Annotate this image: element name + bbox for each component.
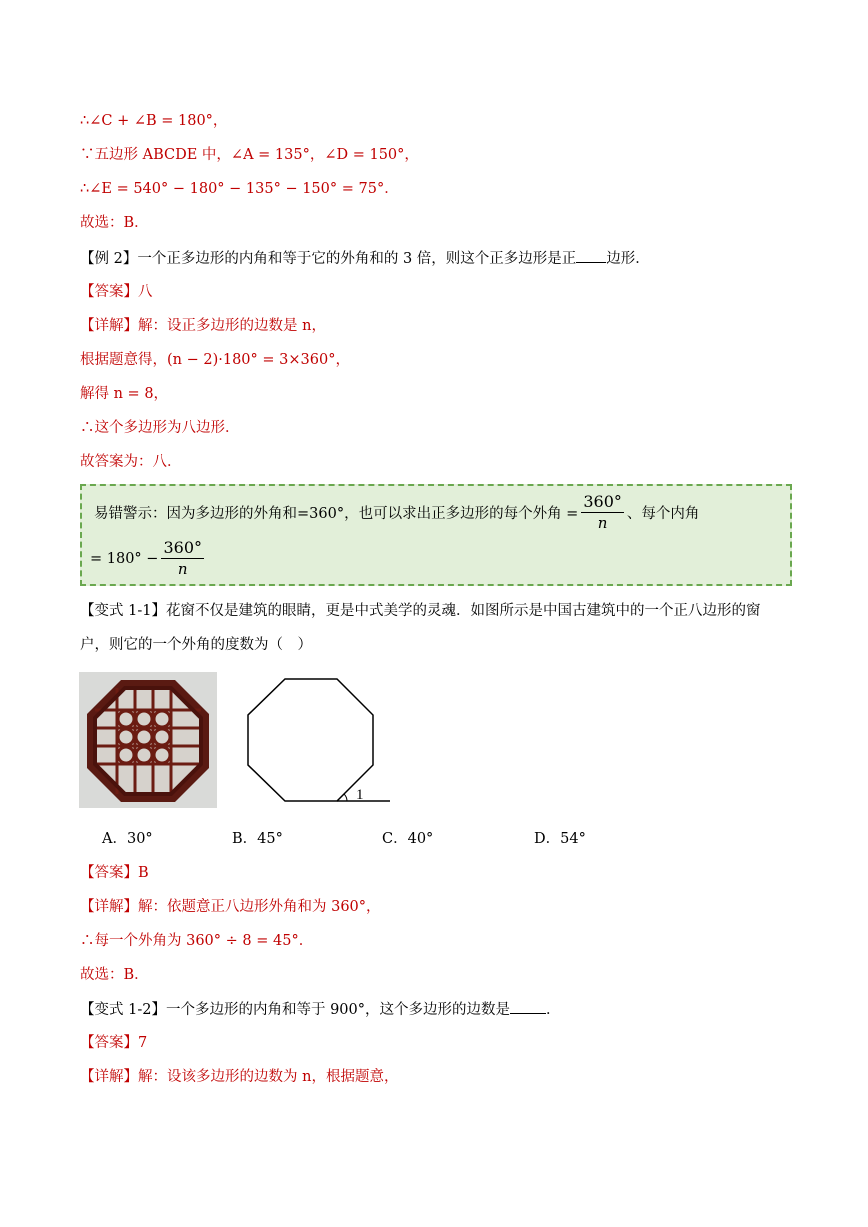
warning-row-2 (90, 538, 207, 579)
variant-tag: 【变式 1-2】 (80, 1002, 166, 1018)
example-2-step-3: ∴这个多边形为八边形． (80, 420, 240, 436)
variant-1-1-question (80, 601, 760, 621)
fraction-den: n (597, 514, 608, 532)
warning-text-1: 易错警示：因为多边形的外角和=360°，也可以求出正多边形的每个外角 = (94, 506, 579, 522)
variant-tag: 【变式 1-1】 (80, 603, 166, 619)
angle-label: 1 (356, 787, 364, 803)
variant-1-1-detail (80, 897, 381, 917)
fraction-den: n (177, 560, 188, 578)
answer-label: 【答案】 (80, 284, 138, 300)
answer-blank (576, 248, 606, 263)
detail-label: 【详解】 (80, 899, 138, 915)
example-2-detail (80, 316, 326, 336)
variant-text: 一个多边形的内角和等于 900°，这个多边形的边数是 (165, 1002, 511, 1018)
variant-text: 花窗不仅是建筑的眼睛，更是中式美学的灵魂．如图所示是中国古建筑中的一个正八边形的窗 (165, 603, 761, 619)
answer-label: 【答案】 (80, 1035, 138, 1051)
answer-value: B (138, 865, 149, 881)
option-b: B．45° (232, 831, 283, 847)
fraction-interior (161, 538, 204, 579)
fraction-num: 360° (583, 492, 622, 511)
answer-blank (510, 999, 546, 1014)
example-2-step-4: 故答案为：八． (80, 454, 182, 470)
option-c: C．40° (382, 831, 434, 847)
detail-text: 解：设正多边形的边数是 n， (138, 318, 326, 334)
answer-value: 7 (138, 1035, 148, 1051)
example-2-question (80, 248, 650, 269)
warning-text-2: 、每个内角 (626, 506, 700, 522)
proof-line-2: ∵五边形 ABCDE 中，∠A = 135°，∠D = 150°， (80, 147, 419, 163)
variant-1-1-answer (80, 863, 149, 883)
example-2-text: 一个正多边形的内角和等于它的外角和的 3 倍，则这个正多边形是正 (137, 251, 577, 267)
fraction-exterior (581, 492, 624, 533)
proof-line-4: 故选：B． (80, 215, 149, 231)
variant-1-2-question (80, 999, 561, 1020)
answer-label: 【答案】 (80, 865, 138, 881)
detail-text: 解：设该多边形的边数为 n，根据题意， (138, 1069, 399, 1085)
octagon-diagram (240, 672, 395, 808)
example-2-step-2: 解得 n = 8， (80, 386, 169, 402)
option-d: D．54° (534, 831, 586, 847)
proof-line-1: ∴∠C + ∠B = 180°， (80, 113, 228, 129)
variant-1-2-detail (80, 1067, 398, 1087)
proof-line-3: ∴∠E = 540° − 180° − 135° − 150° = 75°． (80, 181, 399, 197)
warning-row-1 (94, 492, 699, 533)
fraction-num: 360° (163, 538, 202, 557)
detail-text: 解：依题意正八边形外角和为 360°， (138, 899, 381, 915)
option-a: A．30° (102, 831, 153, 847)
example-2-step-1: 根据题意得，(n − 2)·180° = 3×360°， (80, 352, 350, 368)
variant-1-1-step-2: 故选：B． (80, 967, 149, 983)
answer-value: 八 (138, 284, 153, 300)
detail-label: 【详解】 (80, 1069, 138, 1085)
variant-1-1-step-1: ∴每一个外角为 360° ÷ 8 = 45°． (80, 933, 314, 949)
detail-label: 【详解】 (80, 318, 138, 334)
example-2-answer (80, 282, 153, 302)
variant-1-2-answer (80, 1033, 147, 1053)
variant-1-1-question-cont: 户，则它的一个外角的度数为（ ） (80, 637, 312, 653)
lattice-window-photo (79, 672, 217, 808)
example-2-tag: 【例 2】 (80, 251, 138, 267)
variant-text-end: ． (546, 1002, 561, 1018)
warning-box (80, 484, 792, 586)
warning-text-3: = 180° − (90, 550, 159, 567)
example-2-text-end: 边形． (606, 251, 650, 267)
